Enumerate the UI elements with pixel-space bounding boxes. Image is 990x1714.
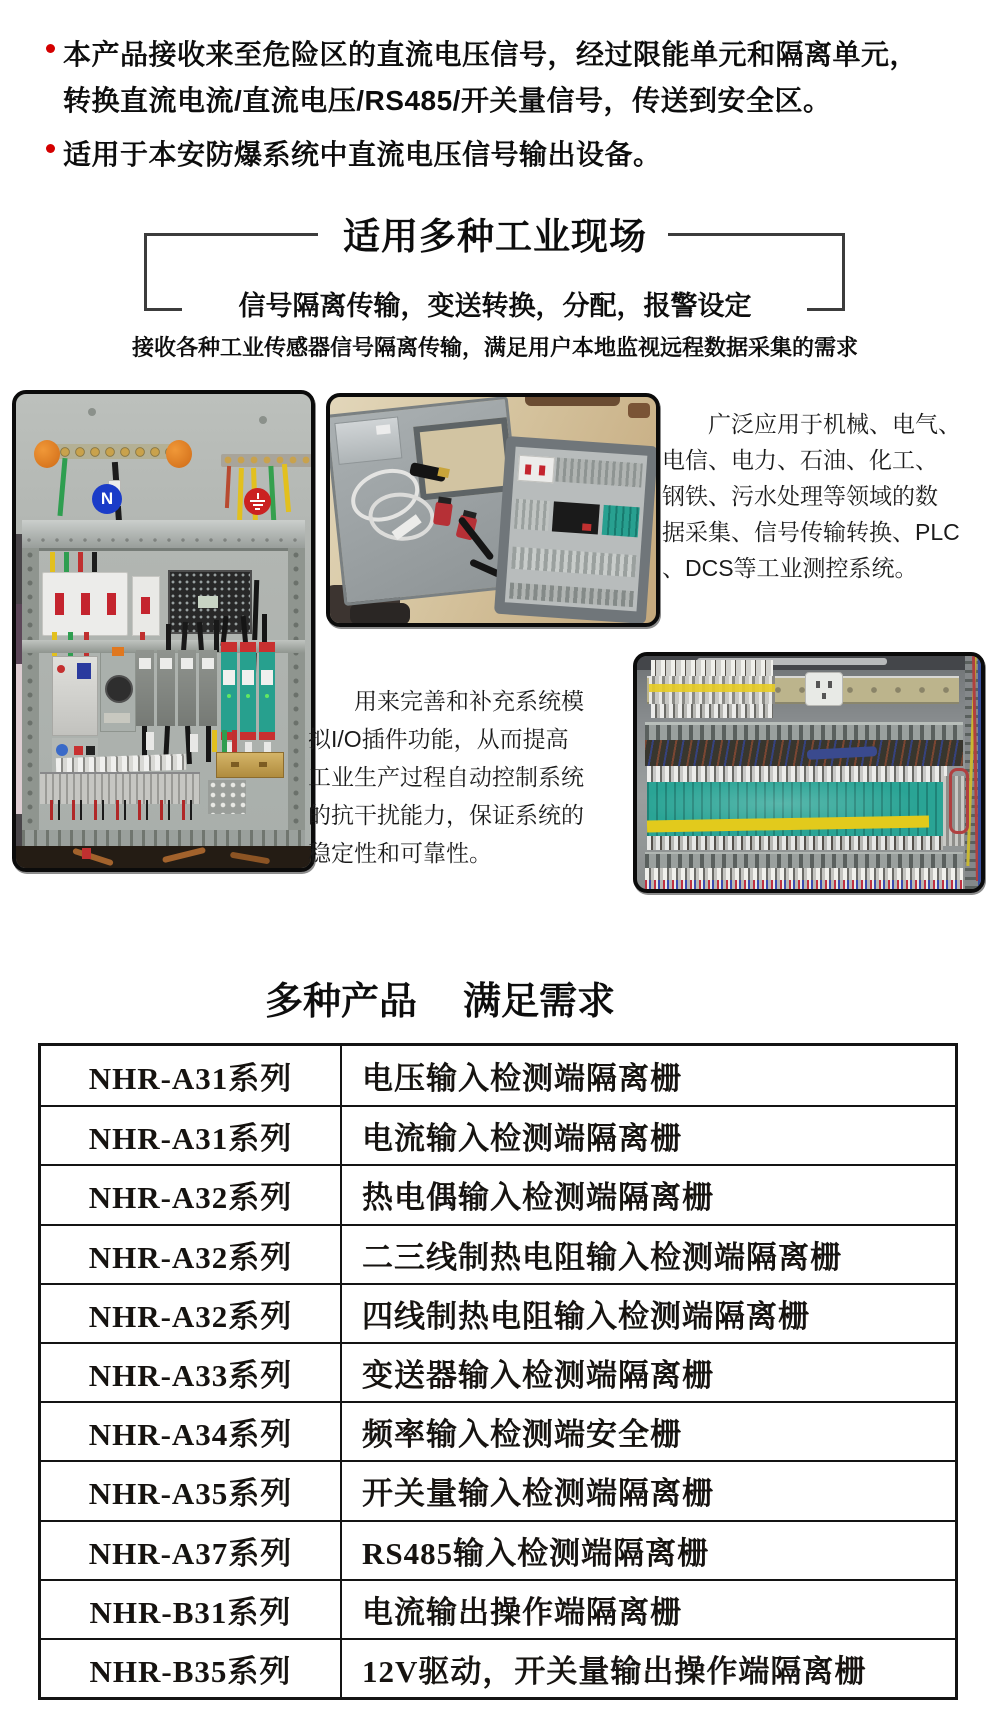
bullet-icon bbox=[46, 144, 55, 153]
mounting-rail bbox=[22, 520, 305, 551]
desc-cell: 四线制热电阻输入检测端隔离栅 bbox=[362, 1298, 810, 1334]
frame-left bbox=[22, 548, 39, 854]
wire-fringe bbox=[44, 800, 194, 820]
wire-tag bbox=[190, 734, 198, 752]
wire-duct bbox=[645, 852, 963, 868]
banner-description: 接收各种工业传感器信号隔离传输，满足用户本地监视远程数据采集的需求 bbox=[131, 335, 858, 360]
neutral-badge: N bbox=[92, 484, 122, 514]
contactor bbox=[52, 656, 98, 736]
series-cell: NHR-A33系列 bbox=[41, 1344, 342, 1401]
bullet-icon bbox=[46, 44, 55, 53]
enclosure-backplane bbox=[505, 447, 648, 612]
table-row bbox=[41, 1579, 955, 1638]
series-cell: NHR-B31系列 bbox=[41, 1581, 342, 1638]
plc-module bbox=[552, 501, 600, 534]
wire-marker-strip bbox=[651, 704, 773, 718]
timer-relay bbox=[100, 652, 136, 732]
enclosure-body bbox=[494, 436, 658, 624]
terminal-row bbox=[509, 583, 634, 608]
wire bbox=[978, 656, 981, 889]
breaker-group bbox=[517, 455, 555, 483]
intro-bullet2: 适用于本安防爆系统中直流电压信号输出设备。 bbox=[63, 139, 662, 170]
yellow-stripe bbox=[649, 684, 775, 692]
isolator-modules bbox=[602, 505, 640, 537]
wire bbox=[282, 464, 291, 512]
terminal-block-row bbox=[645, 868, 963, 880]
circuit-breaker bbox=[132, 576, 160, 636]
series-cell: NHR-A34系列 bbox=[41, 1403, 342, 1460]
timer-dial bbox=[105, 675, 133, 703]
junction-box bbox=[334, 416, 402, 464]
relay bbox=[199, 650, 217, 726]
din-rail bbox=[216, 752, 284, 778]
power-supply bbox=[168, 570, 252, 634]
desc-cell: 二三线制热电阻输入检测端隔离栅 bbox=[362, 1239, 842, 1275]
intro-bullet1-line1: 本产品接收来至危险区的直流电压信号，经过限能单元和隔离单元， bbox=[63, 39, 919, 70]
wire-marker-strip bbox=[651, 660, 773, 676]
terminal-row bbox=[514, 499, 550, 531]
intro-bullet1-line2: 转换直流电流/直流电压/RS485/开关量信号，传送到安全区。 bbox=[63, 85, 832, 116]
insulator bbox=[34, 440, 60, 468]
table-row bbox=[41, 1638, 955, 1697]
busbar bbox=[42, 444, 180, 459]
feature-line: 工业生产过程自动控制系统 bbox=[308, 764, 584, 790]
feature-line: 据采集、信号传输转换、PLC bbox=[662, 519, 960, 545]
cabinet-photo-terminal-rack bbox=[633, 652, 985, 893]
wire bbox=[237, 468, 244, 520]
feature-line: 拟I/O插件功能，从而提高 bbox=[308, 726, 569, 752]
ground-badge-icon bbox=[244, 488, 271, 515]
feature-line: 电信、电力、石油、化工、 bbox=[662, 447, 938, 473]
products-title-right: 满足需求 bbox=[463, 981, 616, 1023]
series-cell: NHR-A32系列 bbox=[41, 1226, 342, 1283]
feature-text-middle bbox=[308, 682, 590, 872]
products-title bbox=[0, 970, 880, 1025]
terminal-row bbox=[555, 457, 642, 487]
cable-channel bbox=[645, 740, 963, 766]
relay bbox=[178, 650, 196, 726]
series-cell: NHR-A31系列 bbox=[41, 1046, 342, 1105]
cable-well bbox=[16, 846, 311, 868]
terminal-row bbox=[511, 547, 636, 578]
feature-line: 稳定性和可靠性。 bbox=[308, 840, 492, 866]
desc-cell: 电流输出操作端隔离栅 bbox=[362, 1594, 682, 1630]
wire-fringe bbox=[645, 880, 963, 889]
feature-line: 的抗干扰能力，保证系统的 bbox=[308, 802, 584, 828]
cabinet-photo-field-enclosure bbox=[326, 393, 660, 627]
desc-cell: 热电偶输入检测端隔离栅 bbox=[362, 1180, 714, 1216]
banner-title: 适用多种工业现场 bbox=[343, 216, 647, 257]
wire-tag bbox=[146, 732, 154, 750]
insulator bbox=[166, 440, 192, 468]
feature-text-right bbox=[662, 406, 986, 586]
desc-cell: RS485输入检测端隔离栅 bbox=[362, 1535, 710, 1571]
desc-cell: 电压输入检测端隔离栅 bbox=[362, 1061, 682, 1097]
bracket-left-top-line bbox=[144, 233, 318, 236]
circuit-breaker bbox=[42, 572, 128, 636]
busbar bbox=[221, 454, 313, 467]
series-cell: NHR-A32系列 bbox=[41, 1166, 342, 1223]
table-row bbox=[41, 1105, 955, 1164]
desc-cell: 开关量输入检测端隔离栅 bbox=[362, 1476, 714, 1512]
products-table bbox=[38, 1043, 958, 1700]
products-title-left: 多种产品 bbox=[264, 981, 417, 1023]
relay bbox=[157, 650, 175, 726]
terminal-group bbox=[208, 780, 246, 814]
table-row bbox=[41, 1460, 955, 1519]
signal-isolator bbox=[221, 642, 237, 740]
table-row bbox=[41, 1401, 955, 1460]
table-row bbox=[41, 1520, 955, 1579]
wire-marker-strip bbox=[647, 836, 943, 850]
desc-cell: 12V驱动，开关量输出操作端隔离栅 bbox=[362, 1653, 867, 1689]
wire-marker-strip bbox=[647, 766, 947, 782]
cabinet-photo-distribution-panel bbox=[12, 390, 315, 872]
desc-cell: 频率输入检测端安全栅 bbox=[362, 1417, 682, 1453]
table-row bbox=[41, 1046, 955, 1105]
slotted-rail bbox=[22, 830, 305, 846]
desc-cell: 电流输入检测端隔离栅 bbox=[362, 1121, 682, 1157]
relay bbox=[136, 650, 154, 726]
power-socket bbox=[805, 672, 843, 706]
table-row bbox=[41, 1224, 955, 1283]
wire bbox=[225, 466, 231, 508]
series-cell: NHR-A32系列 bbox=[41, 1285, 342, 1342]
wire bbox=[57, 458, 67, 516]
banner-subtitle: 信号隔离传输，变送转换，分配，报警设定 bbox=[238, 291, 752, 321]
series-cell: NHR-B35系列 bbox=[41, 1640, 342, 1697]
feature-line: 广泛应用于机械、电气、 bbox=[708, 411, 961, 437]
series-cell: NHR-A35系列 bbox=[41, 1462, 342, 1519]
feature-line: 、DCS等工业测控系统。 bbox=[662, 555, 918, 581]
series-cell: NHR-A37系列 bbox=[41, 1522, 342, 1579]
table-row bbox=[41, 1283, 955, 1342]
series-cell: NHR-A31系列 bbox=[41, 1107, 342, 1164]
cable-gland bbox=[433, 501, 453, 526]
frame-right bbox=[288, 548, 305, 854]
signal-isolator bbox=[259, 642, 275, 740]
door-window bbox=[413, 417, 514, 500]
table-row bbox=[41, 1342, 955, 1401]
desc-cell: 变送器输入检测端隔离栅 bbox=[362, 1358, 714, 1394]
feature-line: 用来完善和补充系统模 bbox=[354, 688, 584, 714]
wire-loop bbox=[949, 768, 969, 834]
bracket-right-top-line bbox=[668, 233, 845, 236]
table-row bbox=[41, 1164, 955, 1223]
feature-line: 钢铁、污水处理等领域的数 bbox=[662, 483, 938, 509]
signal-isolator bbox=[240, 642, 256, 740]
